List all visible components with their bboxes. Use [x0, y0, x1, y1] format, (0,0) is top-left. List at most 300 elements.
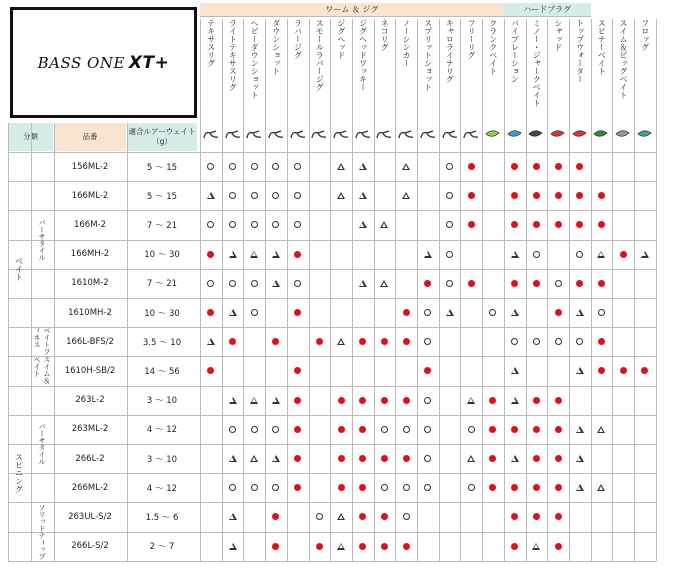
weight-cell: 7 〜 21 — [146, 220, 178, 231]
best-mark — [403, 455, 410, 462]
good-mark — [555, 280, 562, 287]
rating-cell — [547, 181, 569, 210]
rating-cell — [591, 327, 613, 356]
rating-cell — [504, 269, 526, 298]
best-mark — [555, 455, 562, 462]
rating-cell — [591, 240, 613, 269]
rating-cell — [504, 356, 526, 385]
rating-cell — [526, 269, 548, 298]
column-label: トップウォーター — [569, 19, 591, 119]
rating-cell — [352, 386, 374, 415]
model-cell: 263ML-2 — [71, 424, 109, 435]
best-mark — [511, 513, 518, 520]
good-mark — [403, 426, 410, 433]
fair-mark — [446, 309, 454, 316]
section-label: スピニング — [14, 453, 24, 494]
rating-cell — [265, 327, 287, 356]
rating-cell — [417, 240, 439, 269]
fair-mark — [467, 397, 475, 404]
rating-cell — [352, 473, 374, 502]
rating-cell — [243, 269, 265, 298]
rating-cell — [395, 181, 417, 210]
grid-line-v — [31, 123, 32, 561]
column-label: ヘビーダウンショット — [243, 19, 265, 119]
best-mark — [489, 426, 496, 433]
fair-mark — [337, 338, 345, 345]
model-cell: 166M-2 — [73, 219, 107, 230]
lure-icon — [612, 120, 634, 148]
rating-cell — [547, 444, 569, 473]
column-label: スピナーベイト — [591, 19, 613, 119]
rating-cell — [569, 415, 591, 444]
rating-cell — [547, 415, 569, 444]
grid-line-v — [634, 19, 635, 561]
good-mark — [229, 221, 236, 228]
rating-cell — [547, 327, 569, 356]
lure-icon — [352, 120, 374, 148]
rating-cell — [395, 152, 417, 181]
rating-cell — [200, 269, 222, 298]
rating-cell — [287, 152, 309, 181]
rating-cell — [526, 327, 548, 356]
best-mark — [511, 192, 518, 199]
column-label: クランクベイト — [482, 19, 504, 119]
best-mark — [294, 251, 301, 258]
rating-cell — [417, 386, 439, 415]
good-mark — [576, 338, 583, 345]
model-cell: 166MH-2 — [70, 249, 110, 260]
good-mark — [316, 513, 323, 520]
column-label: スプリットショット — [417, 19, 439, 119]
rating-cell — [504, 327, 526, 356]
rating-cell — [569, 269, 591, 298]
rating-cell — [504, 298, 526, 327]
rating-cell — [287, 444, 309, 473]
lure-icon-graphic — [354, 127, 372, 141]
weight-cell: 7 〜 21 — [146, 279, 178, 290]
model-cell: 156ML-2 — [71, 161, 109, 172]
best-mark — [207, 251, 214, 258]
good-mark — [229, 163, 236, 170]
grid-line-h — [31, 502, 54, 503]
good-mark — [272, 484, 279, 491]
good-mark — [403, 513, 410, 520]
weight-cell: 3 〜 10 — [146, 396, 178, 407]
best-mark — [207, 367, 214, 374]
good-mark — [207, 221, 214, 228]
best-mark — [641, 367, 648, 374]
good-mark — [446, 163, 453, 170]
fair-mark — [250, 397, 258, 404]
rating-cell — [526, 415, 548, 444]
rating-cell — [504, 386, 526, 415]
column-label: ミノー・ジャークベイト — [526, 19, 548, 119]
best-mark — [533, 513, 540, 520]
best-mark — [294, 455, 301, 462]
good-mark — [294, 163, 301, 170]
grid-line-h — [31, 386, 54, 387]
best-mark — [229, 338, 236, 345]
rating-cell — [569, 444, 591, 473]
rating-cell — [504, 210, 526, 239]
rating-cell — [352, 532, 374, 561]
rating-cell — [591, 298, 613, 327]
lure-icon — [591, 120, 613, 148]
good-mark — [229, 484, 236, 491]
fair-mark — [229, 455, 237, 462]
rating-cell — [243, 444, 265, 473]
good-mark — [229, 192, 236, 199]
best-mark — [403, 338, 410, 345]
best-mark — [598, 280, 605, 287]
column-label: ラバージグ — [287, 19, 309, 119]
fair-mark — [207, 338, 215, 345]
rating-cell — [547, 386, 569, 415]
rating-cell — [417, 269, 439, 298]
rating-cell — [374, 327, 396, 356]
best-mark — [555, 426, 562, 433]
grid-line-v — [309, 19, 310, 561]
good-mark — [294, 192, 301, 199]
good-mark — [424, 484, 431, 491]
best-mark — [533, 192, 540, 199]
model-cell: 266ML-2 — [71, 482, 109, 493]
column-label: フリーリグ — [460, 19, 482, 119]
rating-cell — [265, 181, 287, 210]
rating-cell — [200, 181, 222, 210]
weight-cell: 5 〜 15 — [146, 191, 178, 202]
best-mark — [403, 543, 410, 550]
best-mark — [338, 455, 345, 462]
rating-cell — [395, 473, 417, 502]
good-mark — [533, 251, 540, 258]
rating-cell — [417, 356, 439, 385]
weight-cell: 4 〜 12 — [146, 483, 178, 494]
rating-cell — [460, 473, 482, 502]
lure-icon-graphic — [332, 127, 350, 141]
column-label: ネコリグ — [374, 19, 396, 119]
rating-cell — [287, 386, 309, 415]
fair-mark — [229, 397, 237, 404]
good-mark — [207, 280, 214, 287]
rating-cell — [200, 152, 222, 181]
best-mark — [294, 426, 301, 433]
rating-cell — [352, 210, 374, 239]
weight-cell: 14 〜 56 — [144, 366, 180, 377]
lure-icon — [395, 120, 417, 148]
best-mark — [359, 338, 366, 345]
best-mark — [489, 484, 496, 491]
rating-cell — [330, 473, 352, 502]
best-mark — [403, 397, 410, 404]
rating-cell — [526, 502, 548, 531]
rating-cell — [352, 269, 374, 298]
rating-cell — [287, 181, 309, 210]
best-mark — [294, 397, 301, 404]
lure-icon — [504, 120, 526, 148]
best-mark — [294, 484, 301, 491]
grid-line-h — [31, 327, 54, 328]
rating-cell — [243, 210, 265, 239]
lure-icon-graphic — [419, 127, 437, 141]
weight-cell: 10 〜 30 — [144, 308, 180, 319]
lure-icon — [569, 120, 591, 148]
best-mark — [359, 484, 366, 491]
best-mark — [424, 280, 431, 287]
rating-cell — [439, 152, 461, 181]
good-mark — [489, 309, 496, 316]
rating-cell — [222, 152, 244, 181]
fair-mark — [597, 484, 605, 491]
rating-cell — [526, 240, 548, 269]
rating-cell — [504, 240, 526, 269]
rating-cell — [222, 327, 244, 356]
best-mark — [468, 221, 475, 228]
fair-mark — [576, 367, 584, 374]
rating-cell — [374, 532, 396, 561]
best-mark — [598, 221, 605, 228]
rating-cell — [287, 298, 309, 327]
best-mark — [555, 543, 562, 550]
best-mark — [489, 397, 496, 404]
column-label: フロッグ — [634, 19, 656, 119]
best-mark — [272, 513, 279, 520]
rating-cell — [504, 152, 526, 181]
rating-cell — [265, 240, 287, 269]
rating-cell — [265, 444, 287, 473]
rating-cell — [547, 210, 569, 239]
rating-cell — [222, 444, 244, 473]
rating-cell — [417, 444, 439, 473]
lure-icon-graphic — [267, 127, 285, 141]
header-weight: 適合ルアーウェイト（g） — [127, 123, 197, 151]
grid-line-h — [8, 561, 656, 562]
rating-cell — [374, 502, 396, 531]
rating-cell — [569, 210, 591, 239]
fair-mark — [511, 455, 519, 462]
best-mark — [294, 367, 301, 374]
rating-cell — [591, 210, 613, 239]
good-mark — [381, 426, 388, 433]
lure-icon — [439, 120, 461, 148]
best-mark — [555, 192, 562, 199]
model-cell: 1610M-2 — [71, 278, 109, 289]
best-mark — [381, 543, 388, 550]
subsection-label: バーサタイル — [38, 422, 46, 465]
good-mark — [446, 192, 453, 199]
best-mark — [533, 426, 540, 433]
rating-cell — [265, 269, 287, 298]
rating-cell — [374, 269, 396, 298]
fair-mark — [380, 280, 388, 287]
good-mark — [446, 221, 453, 228]
rating-cell — [265, 473, 287, 502]
good-mark — [251, 309, 258, 316]
good-mark — [576, 251, 583, 258]
fair-mark — [337, 163, 345, 170]
lure-icon — [417, 120, 439, 148]
lure-icon-graphic — [441, 127, 459, 141]
rating-cell — [265, 152, 287, 181]
best-mark — [576, 192, 583, 199]
good-mark — [272, 426, 279, 433]
good-mark — [294, 280, 301, 287]
fair-mark — [402, 163, 410, 170]
rating-cell — [439, 240, 461, 269]
good-mark — [598, 309, 605, 316]
good-mark — [468, 426, 475, 433]
rating-cell — [200, 210, 222, 239]
best-mark — [598, 192, 605, 199]
rating-cell — [439, 269, 461, 298]
best-mark — [272, 543, 279, 550]
lure-icon-graphic — [527, 127, 545, 141]
group-header-worm: ワーム ＆ ジグ — [200, 3, 504, 17]
rating-cell — [330, 327, 352, 356]
rating-cell — [374, 444, 396, 473]
rating-cell — [504, 502, 526, 531]
rating-cell — [352, 181, 374, 210]
rating-cell — [417, 327, 439, 356]
rating-cell — [200, 240, 222, 269]
best-mark — [511, 221, 518, 228]
good-mark — [251, 163, 258, 170]
rating-cell — [222, 269, 244, 298]
good-mark — [468, 484, 475, 491]
rating-cell — [243, 298, 265, 327]
best-mark — [468, 280, 475, 287]
column-label: ジグヘッド — [330, 19, 352, 119]
rating-cell — [287, 473, 309, 502]
good-mark — [294, 221, 301, 228]
rating-cell — [200, 356, 222, 385]
rating-cell — [395, 298, 417, 327]
rating-cell — [504, 444, 526, 473]
fair-mark — [511, 309, 519, 316]
lure-icon — [200, 120, 222, 148]
lure-icon — [526, 120, 548, 148]
best-mark — [272, 338, 279, 345]
lure-icon-graphic — [571, 127, 589, 141]
best-mark — [316, 543, 323, 550]
good-mark — [555, 338, 562, 345]
best-mark — [511, 163, 518, 170]
good-mark — [272, 163, 279, 170]
rating-cell — [504, 532, 526, 561]
rating-cell — [591, 181, 613, 210]
rating-cell — [482, 444, 504, 473]
rating-cell — [222, 240, 244, 269]
fair-mark — [337, 513, 345, 520]
rating-cell — [265, 210, 287, 239]
rating-cell — [526, 444, 548, 473]
rating-cell — [395, 327, 417, 356]
rating-cell — [547, 269, 569, 298]
lure-icon-graphic — [375, 127, 393, 141]
best-mark — [489, 455, 496, 462]
rating-cell — [330, 502, 352, 531]
column-label: ノーシンカー — [395, 19, 417, 119]
fair-mark — [641, 251, 649, 258]
fair-mark — [229, 513, 237, 520]
rating-cell — [482, 298, 504, 327]
rating-cell — [395, 444, 417, 473]
good-mark — [251, 484, 258, 491]
fair-mark — [229, 543, 237, 550]
rating-cell — [352, 327, 374, 356]
weight-cell: 2 〜 7 — [149, 542, 175, 553]
column-label: キャロライナリグ — [439, 19, 461, 119]
best-mark — [359, 513, 366, 520]
best-mark — [468, 192, 475, 199]
rating-cell — [200, 298, 222, 327]
rating-cell — [526, 532, 548, 561]
section-label: ベイト — [14, 256, 24, 281]
best-mark — [576, 280, 583, 287]
rating-cell — [482, 415, 504, 444]
best-mark — [381, 513, 388, 520]
rating-cell — [439, 298, 461, 327]
fair-mark — [597, 251, 605, 258]
good-mark — [251, 280, 258, 287]
grid-line-v — [656, 19, 657, 561]
best-mark — [533, 221, 540, 228]
rating-cell — [439, 181, 461, 210]
rating-cell — [395, 386, 417, 415]
rating-cell — [222, 386, 244, 415]
fair-mark — [576, 309, 584, 316]
column-label: スイム＆ビッグベイト — [612, 19, 634, 119]
good-mark — [207, 163, 214, 170]
rating-cell — [265, 532, 287, 561]
lure-icon — [222, 120, 244, 148]
rating-cell — [330, 152, 352, 181]
fair-mark — [576, 484, 584, 491]
rating-cell — [591, 269, 613, 298]
column-label: テキサスリグ — [200, 19, 222, 119]
best-mark — [294, 309, 301, 316]
fair-mark — [229, 251, 237, 258]
rating-cell — [243, 415, 265, 444]
good-mark — [424, 426, 431, 433]
best-mark — [555, 309, 562, 316]
best-mark — [338, 397, 345, 404]
column-label: ジグヘッドワッキー — [352, 19, 374, 119]
rating-cell — [374, 473, 396, 502]
best-mark — [511, 426, 518, 433]
lure-icon — [330, 120, 352, 148]
fair-mark — [424, 251, 432, 258]
rating-cell — [243, 152, 265, 181]
model-cell: 1610MH-2 — [68, 307, 112, 318]
rating-cell — [634, 240, 656, 269]
good-mark — [424, 397, 431, 404]
rating-cell — [265, 386, 287, 415]
rating-cell — [222, 210, 244, 239]
fair-mark — [207, 192, 215, 199]
rating-cell — [504, 181, 526, 210]
best-mark — [511, 280, 518, 287]
grid-line-v — [612, 19, 613, 561]
best-mark — [468, 163, 475, 170]
rating-cell — [395, 532, 417, 561]
grid-line-v — [54, 123, 55, 561]
rating-cell — [330, 181, 352, 210]
rating-cell — [547, 298, 569, 327]
rating-cell — [352, 502, 374, 531]
rating-cell — [352, 415, 374, 444]
best-mark — [511, 484, 518, 491]
